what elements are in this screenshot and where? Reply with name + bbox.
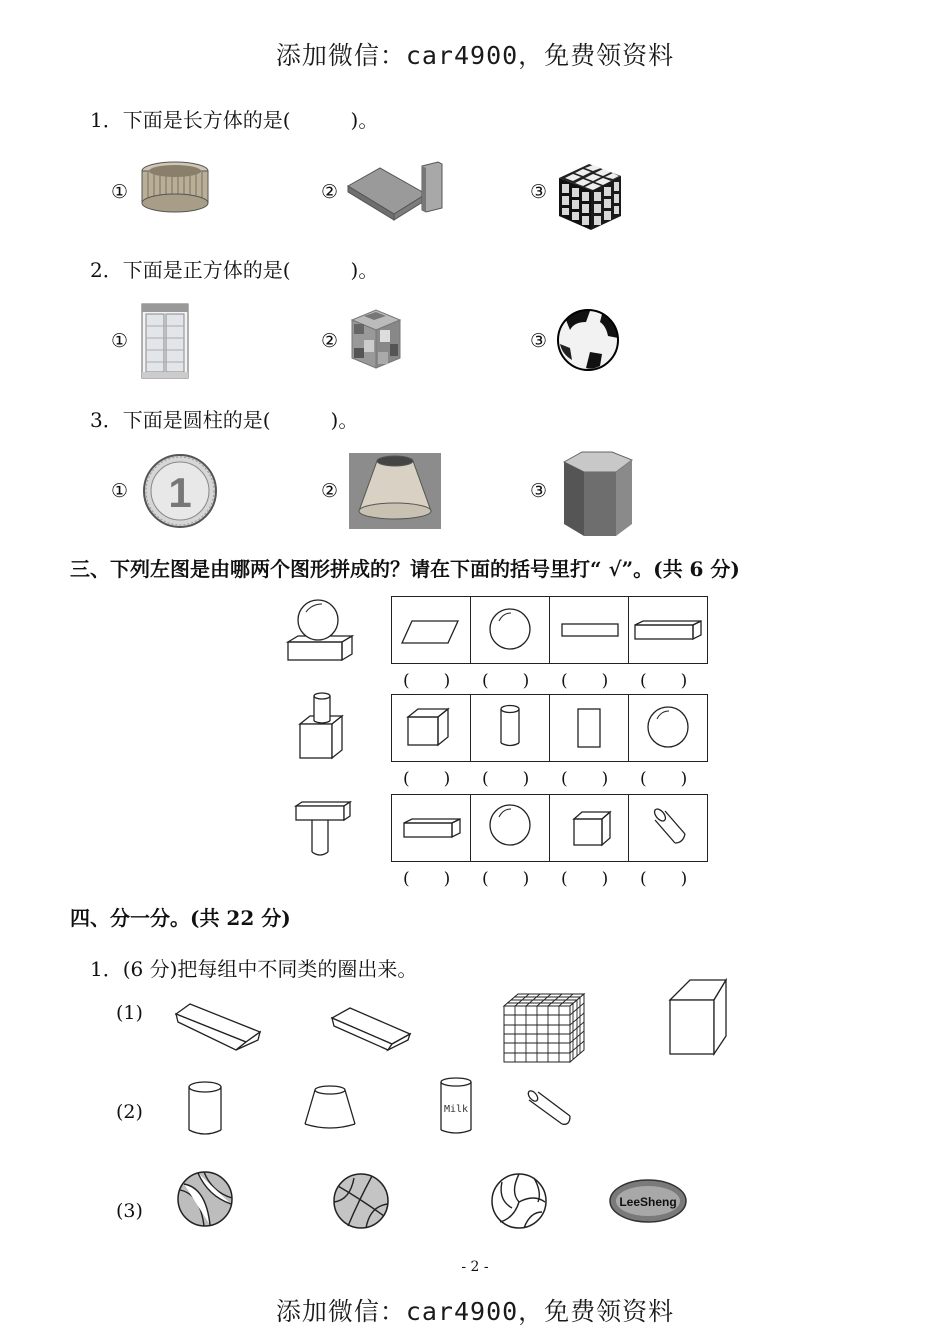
q3-option-2-label: ② xyxy=(321,480,339,502)
group-3-label: (3) xyxy=(116,1200,143,1222)
watermark-bottom: 添加微信：car4900，免费领资料 xyxy=(275,1297,675,1326)
question-2-text: 2．下面是正方体的是( )。 xyxy=(90,258,379,282)
q2-option-2-label: ② xyxy=(321,330,339,352)
answer-blank[interactable]: ( ) xyxy=(403,671,451,691)
choice-flat-cuboid-2[interactable] xyxy=(391,794,471,862)
answer-blank[interactable]: ( ) xyxy=(640,671,688,691)
lying-cylinder-icon xyxy=(629,795,707,861)
tall-cuboid-shape[interactable] xyxy=(668,978,730,1056)
flat-cuboid-icon xyxy=(629,597,707,663)
section-3-title: 三、下列左图是由哪两个图形拼成的？请在下面的括号里打“ √”。(共 6 分) xyxy=(70,557,740,581)
cube-icon xyxy=(392,695,470,761)
composite-sphere-on-cuboid xyxy=(284,598,356,666)
flat-cuboid-icon xyxy=(392,795,470,861)
answer-blank[interactable]: ( ) xyxy=(640,869,688,889)
watermark-top: 添加微信：car4900，免费领资料 xyxy=(275,41,675,70)
q2-option-3-label: ③ xyxy=(530,330,548,352)
choice-rectangle[interactable] xyxy=(549,596,629,664)
choice-cube-2[interactable] xyxy=(549,794,629,862)
composite-cylinder-on-cube xyxy=(294,690,350,766)
parallelogram-icon xyxy=(392,597,470,663)
choice-sphere-3[interactable] xyxy=(470,794,550,862)
bricks-image xyxy=(346,158,446,220)
answer-blank[interactable]: ( ) xyxy=(403,869,451,889)
composite-cuboid-on-cylinder xyxy=(294,798,354,860)
group-1-label: (1) xyxy=(116,1002,143,1024)
page-number: - 2 - xyxy=(461,1259,489,1275)
cylinder-shape[interactable] xyxy=(186,1080,226,1138)
volleyball-shape[interactable] xyxy=(490,1172,548,1230)
section-4-question-1: 1．(6 分)把每组中不同类的圈出来。 xyxy=(90,957,418,981)
frustum-shape[interactable] xyxy=(302,1084,358,1132)
choice-lying-cylinder[interactable] xyxy=(628,794,708,862)
lampshade-frustum-image xyxy=(349,453,441,529)
cylinder-icon xyxy=(471,695,549,761)
q1-option-3-label: ③ xyxy=(530,181,548,203)
section-4-title: 四、分一分。(共 22 分) xyxy=(70,906,291,930)
long-cuboid-shape[interactable] xyxy=(174,1000,264,1052)
choice-flat-cuboid[interactable] xyxy=(628,596,708,664)
grid-cube-shape[interactable] xyxy=(502,992,586,1064)
q3-option-1-label: ① xyxy=(111,480,129,502)
tennis-ball-shape[interactable] xyxy=(176,1170,234,1228)
answer-blank[interactable]: ( ) xyxy=(561,869,609,889)
answer-blank[interactable]: ( ) xyxy=(640,769,688,789)
answer-blank[interactable]: ( ) xyxy=(561,769,609,789)
svg-text:1: 1 xyxy=(168,469,192,516)
milk-label: Milk xyxy=(443,1104,469,1115)
choice-tall-rectangle[interactable] xyxy=(549,694,629,762)
long-cuboid-shape-2[interactable] xyxy=(330,1004,412,1052)
sphere-icon xyxy=(471,597,549,663)
choice-cylinder[interactable] xyxy=(470,694,550,762)
choice-parallelogram[interactable] xyxy=(391,596,471,664)
choice-sphere[interactable] xyxy=(470,596,550,664)
answer-blank[interactable]: ( ) xyxy=(482,671,530,691)
answer-blank[interactable]: ( ) xyxy=(482,869,530,889)
round-box-image xyxy=(140,160,210,214)
choice-sphere-2[interactable] xyxy=(628,694,708,762)
rugby-ball-shape[interactable] xyxy=(608,1178,688,1224)
q1-option-2-label: ② xyxy=(321,181,339,203)
cube-icon xyxy=(550,795,628,861)
q1-option-1-label: ① xyxy=(111,181,129,203)
q2-option-1-label: ① xyxy=(111,330,129,352)
question-1-text: 1．下面是长方体的是( )。 xyxy=(90,108,379,132)
group-2-label: (2) xyxy=(116,1101,143,1123)
coin-image xyxy=(141,455,219,527)
hexagonal-prism-image xyxy=(560,448,638,540)
question-3-text: 3．下面是圆柱的是( )。 xyxy=(90,408,359,432)
rugby-brand-label: LeeSheng xyxy=(619,1195,677,1209)
q3-option-3-label: ③ xyxy=(530,480,548,502)
milk-can-shape[interactable] xyxy=(438,1076,476,1138)
soccer-ball-image xyxy=(556,308,620,372)
answer-blank[interactable]: ( ) xyxy=(561,671,609,691)
refrigerator-image xyxy=(140,302,190,380)
lying-cylinder-shape[interactable] xyxy=(526,1088,574,1128)
basketball-shape[interactable] xyxy=(332,1172,390,1230)
answer-blank[interactable]: ( ) xyxy=(482,769,530,789)
sphere-icon xyxy=(629,695,707,761)
sphere-icon xyxy=(471,795,549,861)
answer-blank[interactable]: ( ) xyxy=(403,769,451,789)
block-cube-image xyxy=(348,306,404,372)
rectangle-icon xyxy=(550,597,628,663)
tall-rectangle-icon xyxy=(550,695,628,761)
rubiks-cube-image xyxy=(555,160,625,232)
choice-cube[interactable] xyxy=(391,694,471,762)
